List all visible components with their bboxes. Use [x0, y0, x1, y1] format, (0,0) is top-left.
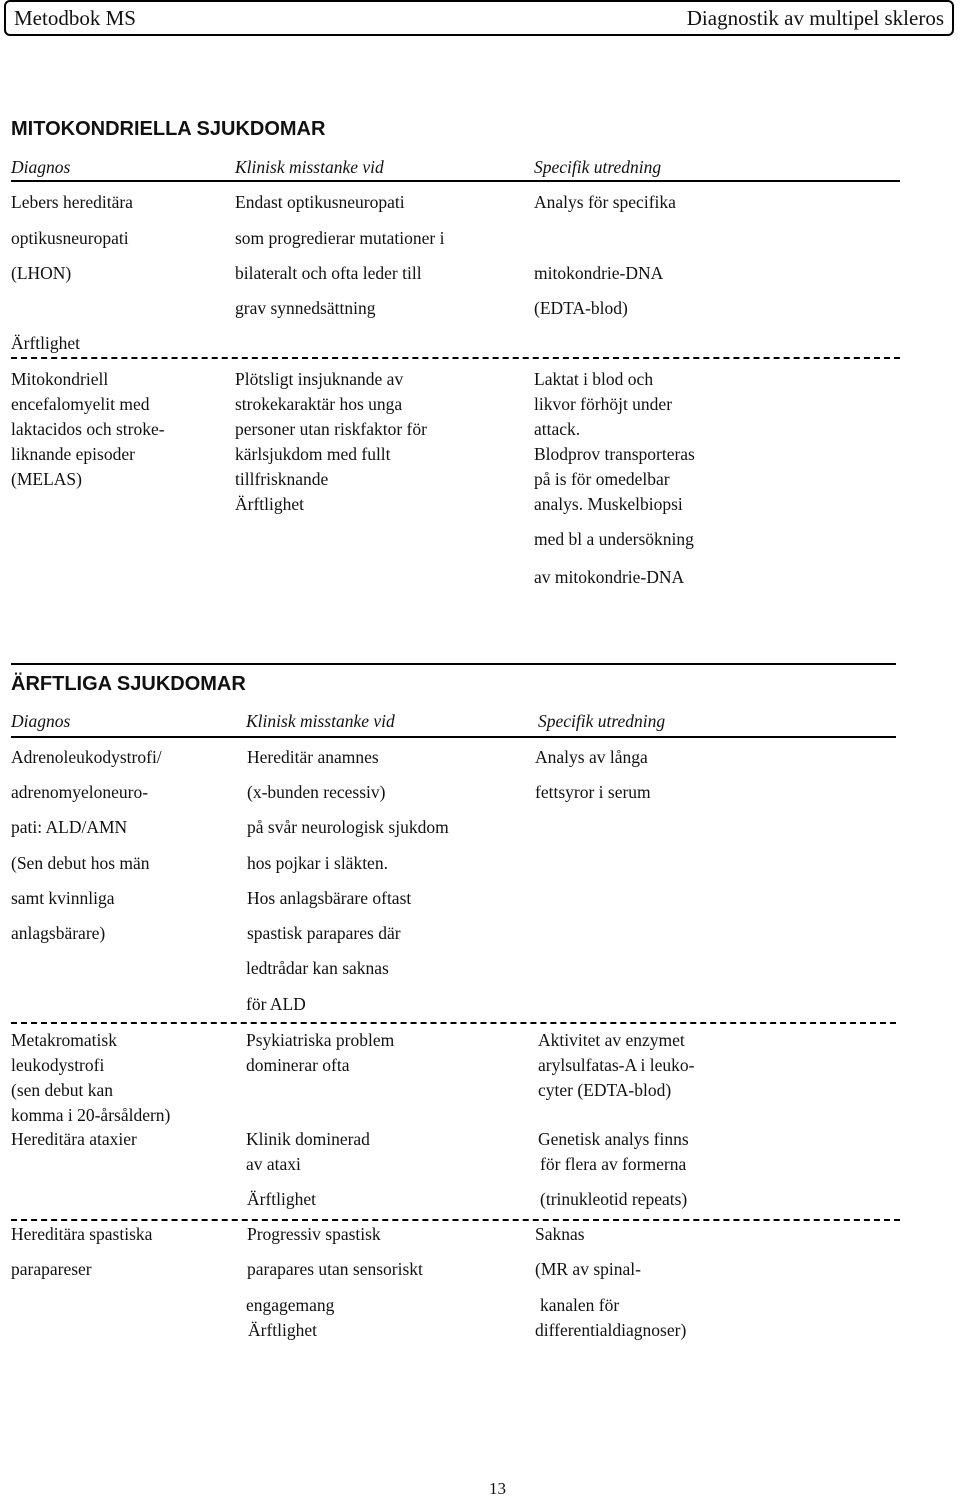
lhon-utredning-1: Analys för specifika — [534, 192, 676, 212]
melas-diagnos-1: Mitokondriell — [11, 369, 109, 389]
ald-klinisk-5: Hos anlagsbärare oftast — [247, 888, 412, 908]
mld-utredning-2: arylsulfatas-A i leuko- — [538, 1055, 695, 1075]
melas-klinisk-3: personer utan riskfaktor för — [235, 419, 427, 439]
melas-klinisk — [235, 367, 427, 517]
mld-diagnos-1: Metakromatisk — [11, 1030, 117, 1050]
col-klinisk-2: Klinisk misstanke vid — [246, 711, 395, 731]
ald-diagnos-1: Adrenoleukodystrofi/ — [11, 747, 162, 767]
ald-diagnos-5: samt kvinnliga — [11, 888, 115, 908]
hsp-klinisk-3: engagemang — [246, 1295, 335, 1315]
ataxi-klinisk-1: Klinik dominerad — [246, 1129, 370, 1149]
ald-diagnos-4: (Sen debut hos män — [11, 853, 150, 873]
melas-utredning — [534, 367, 695, 517]
hsp-klinisk-4: Ärftlighet — [248, 1320, 318, 1340]
mld-utredning — [538, 1028, 694, 1103]
col-utredning-2: Specifik utredning — [538, 711, 666, 731]
hsp-utredning-4: differentialdiagnoser) — [535, 1320, 687, 1340]
header-rule-2 — [11, 736, 896, 738]
ald-klinisk-2: (x-bunden recessiv) — [247, 782, 386, 802]
lhon-klinisk-1: Endast optikusneuropati — [235, 192, 405, 212]
mld-diagnos-3: (sen debut kan — [11, 1080, 114, 1100]
ataxi-klinisk-2: av ataxi — [246, 1154, 301, 1174]
col-klinisk: Klinisk misstanke vid — [235, 157, 384, 177]
melas-klinisk-4: kärlsjukdom med fullt — [235, 444, 391, 464]
melas-utredning-5: på is för omedelbar — [534, 469, 670, 489]
col-diagnos-2: Diagnos — [11, 711, 71, 731]
page-number: 13 — [489, 1479, 506, 1498]
hsp-utredning-1: Saknas — [535, 1224, 585, 1244]
row-divider-2 — [11, 1022, 896, 1024]
melas-utredning-4: Blodprov transporteras — [534, 444, 695, 464]
section2-title: ÄRFTLIGA SJUKDOMAR — [11, 673, 246, 695]
ald-utredning-2: fettsyror i serum — [535, 782, 651, 802]
mld-utredning-1: Aktivitet av enzymet — [538, 1030, 685, 1050]
hsp-utredning-2: (MR av spinal- — [535, 1259, 641, 1279]
ataxi-klinisk-3: Ärftlighet — [247, 1189, 317, 1209]
hsp-klinisk-1: Progressiv spastisk — [247, 1224, 381, 1244]
ald-klinisk-7: ledtrådar kan saknas — [246, 958, 389, 978]
melas-diagnos-2: encefalomyelit med — [11, 394, 150, 414]
melas-diagnos-4: liknande episoder — [11, 444, 135, 464]
melas-utredning-6: analys. Muskelbiopsi — [534, 494, 683, 514]
lhon-arftlighet: Ärftlighet — [11, 333, 81, 353]
hsp-diagnos-2: parapareser — [11, 1259, 92, 1279]
ataxi-utredning-1: Genetisk analys finns — [538, 1129, 689, 1149]
col-diagnos: Diagnos — [11, 157, 71, 177]
mld-diagnos-4: komma i 20-årsåldern) — [11, 1105, 171, 1125]
mld-diagnos-2: leukodystrofi — [11, 1055, 105, 1075]
hsp-klinisk-2: parapares utan sensoriskt — [247, 1259, 423, 1279]
ald-diagnos-6: anlagsbärare) — [11, 923, 106, 943]
ataxi-utredning-3: (trinukleotid repeats) — [540, 1189, 688, 1209]
row-divider — [11, 357, 900, 359]
ald-diagnos-3: pati: ALD/AMN — [11, 817, 128, 837]
melas-klinisk-6: Ärftlighet — [235, 494, 305, 514]
section-separator — [11, 663, 896, 665]
lhon-klinisk-3: bilateralt och ofta leder till — [235, 263, 422, 283]
ald-klinisk-3: på svår neurologisk sjukdom — [247, 817, 449, 837]
hsp-diagnos-1: Hereditära spastiska — [11, 1224, 153, 1244]
melas-diagnos-5: (MELAS) — [11, 469, 82, 489]
header-rule — [11, 180, 900, 182]
ataxi-diagnos-1: Hereditära ataxier — [11, 1129, 137, 1149]
mld-klinisk-2: dominerar ofta — [246, 1055, 350, 1075]
lhon-diagnos-3: (LHON) — [11, 263, 72, 283]
ald-utredning-1: Analys av långa — [535, 747, 648, 767]
melas-utredning-7: med bl a undersökning — [534, 529, 694, 549]
ald-klinisk-1: Hereditär anamnes — [247, 747, 379, 767]
mld-klinisk — [246, 1028, 394, 1078]
lhon-utredning-2: mitokondrie-DNA — [534, 263, 664, 283]
melas-klinisk-2: strokekaraktär hos unga — [235, 394, 403, 414]
mld-utredning-3: cyter (EDTA-blod) — [538, 1080, 672, 1100]
ald-klinisk-8: för ALD — [246, 994, 306, 1014]
col-utredning: Specifik utredning — [534, 157, 662, 177]
row-divider-3 — [11, 1219, 900, 1221]
melas-utredning-8: av mitokondrie-DNA — [534, 567, 685, 587]
hsp-utredning-3: kanalen för — [540, 1295, 620, 1315]
melas-diagnos — [11, 367, 165, 492]
mld-diagnos — [11, 1028, 170, 1128]
melas-utredning-2: likvor förhöjt under — [534, 394, 673, 414]
lhon-diagnos-2: optikusneuropati — [11, 228, 129, 248]
melas-utredning-3: attack. — [534, 419, 581, 439]
header-left: Metodbok MS — [14, 6, 136, 30]
lhon-utredning-3: (EDTA-blod) — [534, 298, 628, 318]
lhon-diagnos-1: Lebers hereditära — [11, 192, 133, 212]
ataxi-utredning-2: för flera av formerna — [540, 1154, 687, 1174]
melas-klinisk-5: tillfrisknande — [235, 469, 329, 489]
ald-klinisk-6: spastisk parapares där — [247, 923, 401, 943]
ald-diagnos-2: adrenomyeloneuro- — [11, 782, 149, 802]
mld-klinisk-1: Psykiatriska problem — [246, 1030, 395, 1050]
melas-diagnos-3: laktacidos och stroke- — [11, 419, 165, 439]
lhon-klinisk-2: som progredierar mutationer i — [235, 228, 445, 248]
page-header — [4, 0, 954, 36]
melas-klinisk-1: Plötsligt insjuknande av — [235, 369, 404, 389]
header-right: Diagnostik av multipel skleros — [686, 6, 944, 30]
melas-utredning-1: Laktat i blod och — [534, 369, 654, 389]
section1-title: MITOKONDRIELLA SJUKDOMAR — [11, 118, 326, 140]
lhon-klinisk-4: grav synnedsättning — [235, 298, 376, 318]
ald-klinisk-4: hos pojkar i släkten. — [247, 853, 388, 873]
